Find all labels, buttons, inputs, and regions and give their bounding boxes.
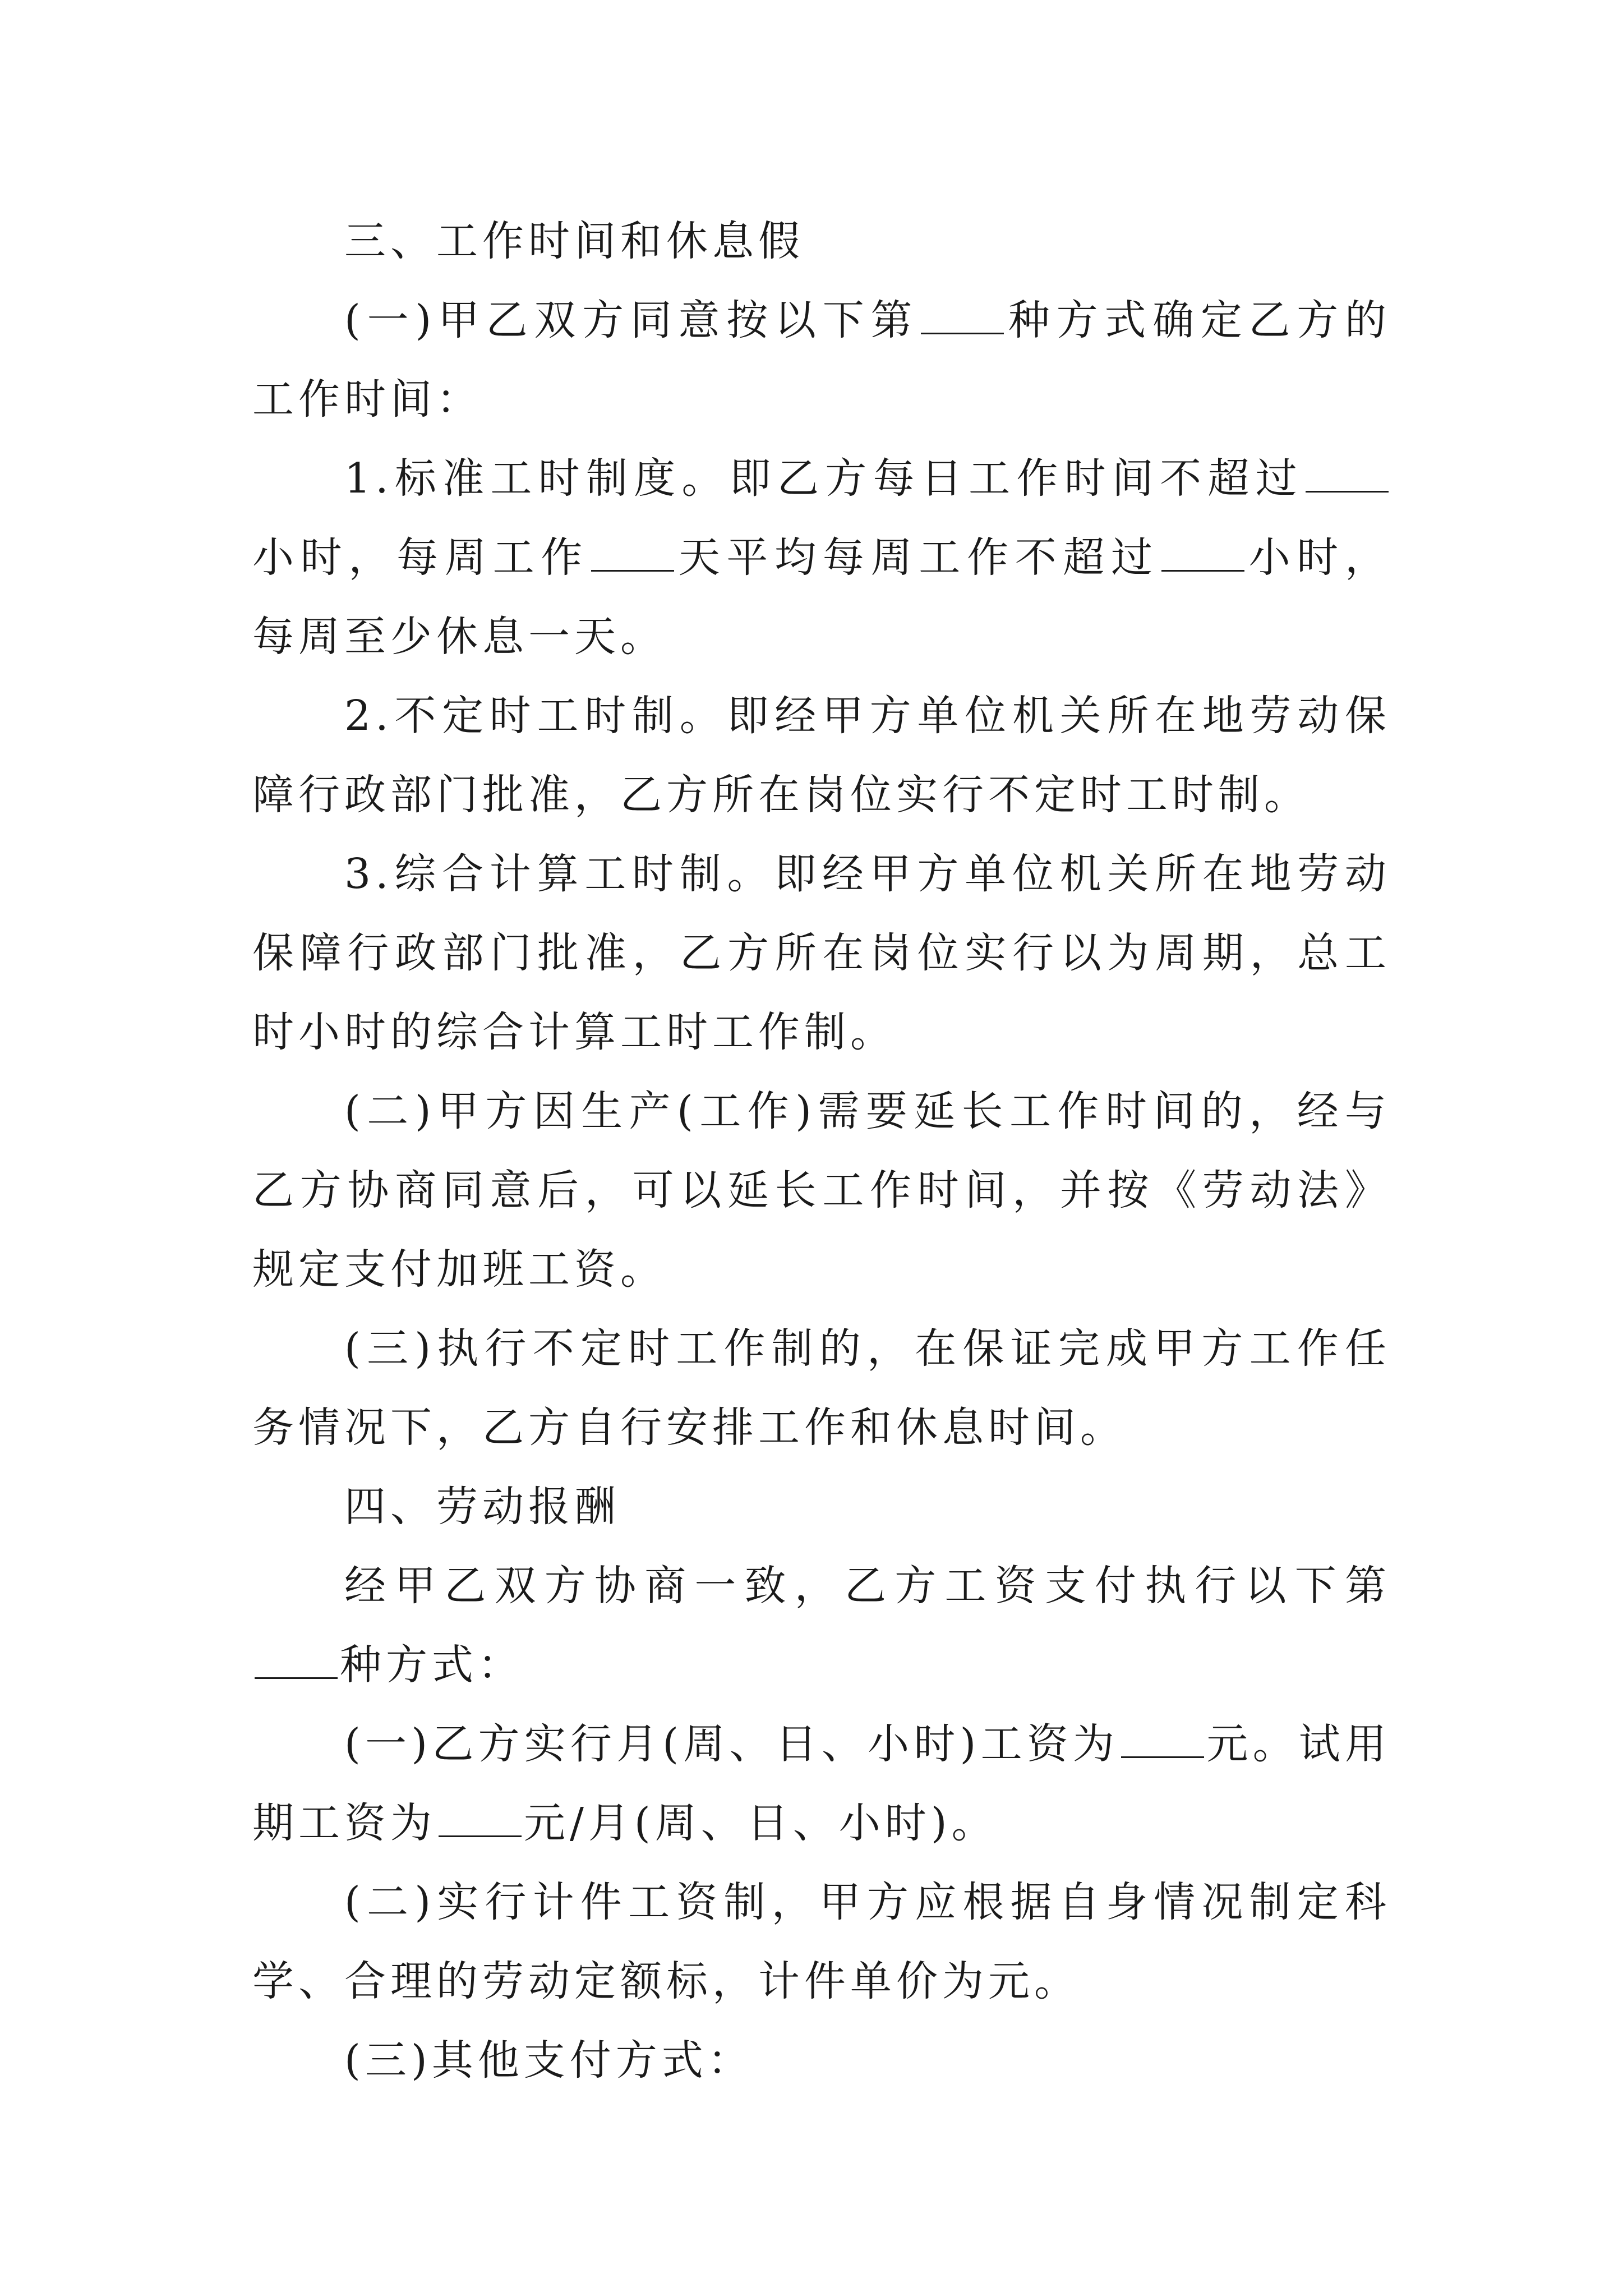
paragraph-text: 三、工作时间和休息假 bbox=[344, 217, 804, 265]
paragraph-text: (三)其他支付方式： bbox=[344, 2036, 754, 2085]
section-heading-work-hours bbox=[252, 202, 1391, 281]
paragraph-text: 1.标准工时制度。即乙方每日工作时间不超过 bbox=[344, 454, 1303, 503]
blank-line bbox=[439, 1803, 522, 1837]
blank-line bbox=[921, 300, 1004, 334]
paragraph-text: (一)乙方实行月(周、日、小时)工资为 bbox=[344, 1720, 1119, 1768]
paragraph-text: (二)甲方因生产(工作)需要延长工作时间的，经与乙方协商同意后，可以延长工作时间，并按《劳动法》规定支付加班工资。 bbox=[252, 1087, 1391, 1294]
blank-line bbox=[1121, 1724, 1204, 1758]
paragraph-text: 元。试用期工资为 bbox=[252, 1720, 1391, 1847]
paragraph-text: 天平均每周工作不超过 bbox=[676, 533, 1159, 582]
paragraph-text: 四、劳动报酬 bbox=[344, 1483, 620, 1531]
paragraph-text: (二)实行计件工资制，甲方应根据自身情况制定科学、合理的劳动定额标，计件单价为元。 bbox=[252, 1878, 1391, 2005]
paragraph-text: 小时，每周工作 bbox=[252, 533, 589, 582]
clause-comprehensive-hours bbox=[252, 835, 1391, 1072]
clause-flexible-hours bbox=[252, 677, 1391, 835]
paragraph-text: 2.不定时工时制。即经甲方单位机关所在地劳动保障行政部门批准，乙方所在岗位实行不定时工时制。 bbox=[252, 692, 1391, 819]
blank-line bbox=[591, 537, 674, 572]
clause-overtime bbox=[252, 1072, 1391, 1309]
paragraph-text: 种方式确定乙方的工作时间： bbox=[252, 296, 1391, 424]
clause-monthly-wage bbox=[252, 1705, 1391, 1863]
paragraph-text: 3.综合计算工时制。即经甲方单位机关所在地劳动保障行政部门批准，乙方所在岗位实行以为周期，总工时小时的综合计算工时工作制。 bbox=[252, 850, 1391, 1056]
paragraph-text: 经甲乙双方协商一致，乙方工资支付执行以下第 bbox=[344, 1562, 1391, 1610]
clause-payment-method bbox=[252, 1547, 1391, 1705]
blank-line bbox=[1161, 537, 1244, 572]
paragraph-text: 元/月(周、日、小时)。 bbox=[524, 1799, 998, 1847]
clause-self-arranged-time bbox=[252, 1309, 1391, 1467]
paragraph-text: 种方式： bbox=[340, 1641, 524, 1689]
clause-other-payment bbox=[252, 2021, 1391, 2100]
clause-standard-hours bbox=[252, 439, 1391, 677]
paragraph-text: (一)甲乙双方同意按以下第 bbox=[344, 296, 919, 344]
paragraph-text: 小时，每周至少休息一天。 bbox=[252, 533, 1391, 661]
clause-work-time-method bbox=[252, 281, 1391, 439]
blank-line bbox=[1306, 458, 1389, 493]
clause-piece-rate bbox=[252, 1863, 1391, 2021]
document-body bbox=[252, 202, 1391, 2100]
blank-line bbox=[255, 1645, 338, 1679]
paragraph-text: (三)执行不定时工作制的，在保证完成甲方工作任务情况下，乙方自行安排工作和休息时间。 bbox=[252, 1324, 1391, 1452]
section-heading-remuneration bbox=[252, 1467, 1391, 1547]
